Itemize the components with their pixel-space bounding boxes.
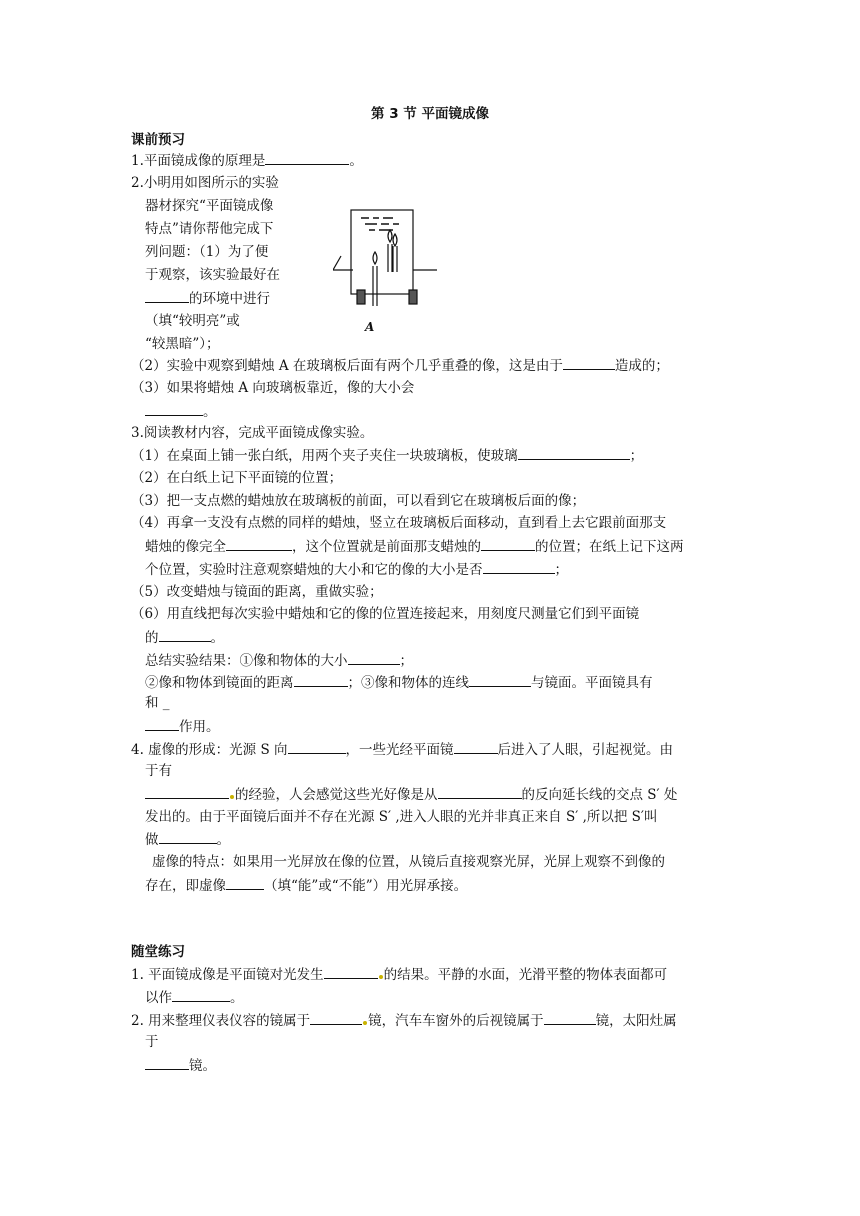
answer-blank[interactable] (544, 1011, 596, 1025)
answer-blank[interactable] (145, 1056, 189, 1070)
question-4-line-4: 发出的。由于平面镜后面并不存在光源 S′ ,进入人眼的光并非真正来自 S′ ,所以把 S′叫 (145, 809, 658, 825)
question-text: 总结实验结果：①像和物体的大小 (145, 653, 348, 669)
question-2-line: 列问题：（1）为了便 (145, 244, 269, 260)
question-3-summary-2 (145, 673, 653, 693)
question-4-line-3 (145, 785, 677, 805)
question-3-step-3: （3）把一支点燃的蜡烛放在玻璃板的前面，可以看到它在玻璃板后面的像； (131, 493, 586, 509)
answer-blank[interactable] (145, 402, 203, 416)
section-heading-practice: 随堂练习 (131, 944, 185, 960)
answer-blank[interactable] (288, 740, 346, 754)
question-2-line: 2.小明用如图所示的实验 (131, 175, 279, 191)
question-2-part-2 (131, 356, 669, 376)
answer-blank[interactable] (518, 446, 630, 460)
answer-blank[interactable] (294, 673, 348, 687)
question-text: ； (629, 448, 644, 464)
question-text: 镜，汽车车窗外的后视镜属于 (368, 1013, 544, 1029)
page-title: 第 3 节 平面镜成像 (371, 106, 489, 122)
experiment-figure (333, 206, 437, 332)
question-text: 。 (203, 404, 217, 420)
answer-blank[interactable] (265, 151, 349, 165)
question-3-step-4-cont (145, 560, 568, 580)
glass-plate (351, 210, 413, 294)
answer-blank[interactable] (226, 537, 292, 551)
question-text: 镜，太阳灶属 (595, 1013, 677, 1029)
answer-blank[interactable] (159, 628, 211, 642)
practice-1-line-2 (145, 988, 244, 1008)
question-4-line-1 (131, 740, 673, 760)
question-text: 后进入了人眼，引起视觉。由 (497, 742, 674, 758)
question-text: 。 (210, 630, 224, 646)
question-text: 1.平面镜成像的原理是 (131, 153, 266, 169)
question-3-step-4: （4）再拿一支没有点燃的同样的蜡烛，竖立在玻璃板后面移动，直到看上去它跟前面那支 (131, 515, 667, 531)
question-text: 1. 平面镜成像是平面镜对光发生 (131, 967, 324, 983)
question-text: 作用。 (179, 719, 220, 735)
question-3-intro: 3.阅读教材内容，完成平面镜成像实验。 (131, 425, 374, 441)
marker-dot (363, 1021, 367, 1025)
practice-2-line-3 (145, 1056, 216, 1076)
question-3-step-1 (131, 446, 643, 466)
question-text: 蜡烛的像完全 (145, 539, 226, 555)
question-1 (131, 151, 363, 171)
question-text: 。 (216, 832, 230, 848)
question-2-line: 于观察，该实验最好在 (145, 267, 280, 283)
question-2-line: （填“较明亮”或 (145, 313, 240, 329)
question-2-line: 特点”请你帮他完成下 (145, 221, 274, 237)
question-2-line: 器材探究“平面镜成像 (145, 198, 274, 214)
answer-blank[interactable] (454, 740, 498, 754)
answer-blank[interactable] (324, 965, 378, 979)
question-3-step-4-cont (145, 537, 684, 557)
question-text: 的环境中进行 (189, 291, 270, 307)
question-2-line (145, 289, 270, 309)
question-text: 存在，即虚像 (145, 878, 226, 894)
question-2-part-3: （3）如果将蜡烛 A 向玻璃板靠近，像的大小会 (131, 380, 415, 396)
question-2-line: “较黑暗”）； (145, 336, 220, 352)
marker-dot (230, 795, 234, 799)
question-4-line-5 (145, 830, 230, 850)
question-3-step-6: （6）用直线把每次实验中蜡烛和它的像的位置连接起来，用刻度尺测量它们到平面镜 (131, 606, 640, 622)
question-text: 个位置，实验时注意观察蜡烛的大小和它的像的大小是否 (145, 562, 483, 578)
answer-blank[interactable] (145, 289, 189, 303)
question-4-line-2: 于有 (145, 763, 172, 779)
answer-blank[interactable] (172, 988, 230, 1002)
question-text: 与镜面。平面镜具有 (531, 675, 653, 691)
answer-blank[interactable] (310, 1011, 362, 1025)
question-text: （填“能”或“不能”）用光屏承接。 (264, 878, 468, 894)
question-text: ； (554, 562, 568, 578)
question-text: ； (399, 653, 413, 669)
marker-dot (379, 975, 383, 979)
question-3-summary-1 (145, 651, 413, 671)
question-text: 的 (145, 630, 159, 646)
answer-blank[interactable] (226, 876, 264, 890)
question-text: 4. 虚像的形成：光源 S 向 (131, 742, 288, 758)
question-text: （2）实验中观察到蜡烛 A 在玻璃板后面有两个几乎重叠的像，这是由于 (131, 358, 563, 374)
question-text: 。 (349, 153, 363, 169)
question-3-step-2: （2）在白纸上记下平面镜的位置； (131, 470, 343, 486)
answer-blank[interactable] (159, 830, 217, 844)
figure-label-A: A (365, 320, 375, 334)
question-3-summary-3 (145, 717, 220, 737)
question-text: （1）在桌面上铺一张白纸，用两个夹子夹住一块玻璃板，使玻璃 (131, 448, 518, 464)
answer-blank[interactable] (438, 785, 522, 799)
question-text: ；③像和物体的连线 (347, 675, 469, 691)
question-text: 造成的； (614, 358, 669, 374)
question-4-line-7 (145, 876, 467, 896)
question-4-line-6: 虚像的特点：如果用一光屏放在像的位置，从镜后直接观察光屏，光屏上观察不到像的 (152, 854, 665, 870)
question-3-step-6-cont (145, 628, 224, 648)
answer-blank[interactable] (348, 651, 400, 665)
practice-2-line-2: 于 (145, 1034, 159, 1050)
question-3-step-5: （5）改变蜡烛与镜面的距离，重做实验； (131, 584, 383, 600)
question-2-part-3-blank (145, 402, 217, 422)
question-text: 以作 (145, 990, 172, 1006)
answer-blank[interactable] (145, 785, 229, 799)
question-text: 。 (230, 990, 244, 1006)
question-text: ，一些光经平面镜 (345, 742, 454, 758)
section-heading-preview: 课前预习 (131, 132, 185, 148)
answer-blank[interactable] (145, 717, 179, 731)
answer-blank[interactable] (469, 673, 531, 687)
answer-blank[interactable] (481, 537, 535, 551)
question-text: ②像和物体到镜面的距离 (145, 675, 294, 691)
question-text: 的位置；在纸上记下这两 (535, 539, 684, 555)
question-text: ，这个位置就是前面那支蜡烛的 (292, 539, 481, 555)
practice-2-line-1 (131, 1011, 677, 1031)
question-text: 的结果。平静的水面，光滑平整的物体表面都可 (383, 967, 668, 983)
question-text: 的经验，人会感觉这些光好像是从 (235, 787, 438, 803)
question-3-summary-2-cont: 和 _ (145, 695, 170, 711)
question-text: 2. 用来整理仪表仪容的镜属于 (131, 1013, 311, 1029)
answer-blank[interactable] (563, 356, 615, 370)
question-text: 做 (145, 832, 159, 848)
question-text: 的反向延长线的交点 S′ 处 (521, 787, 678, 803)
question-text: 镜。 (189, 1058, 216, 1074)
answer-blank[interactable] (483, 560, 555, 574)
practice-1-line-1 (131, 965, 667, 985)
